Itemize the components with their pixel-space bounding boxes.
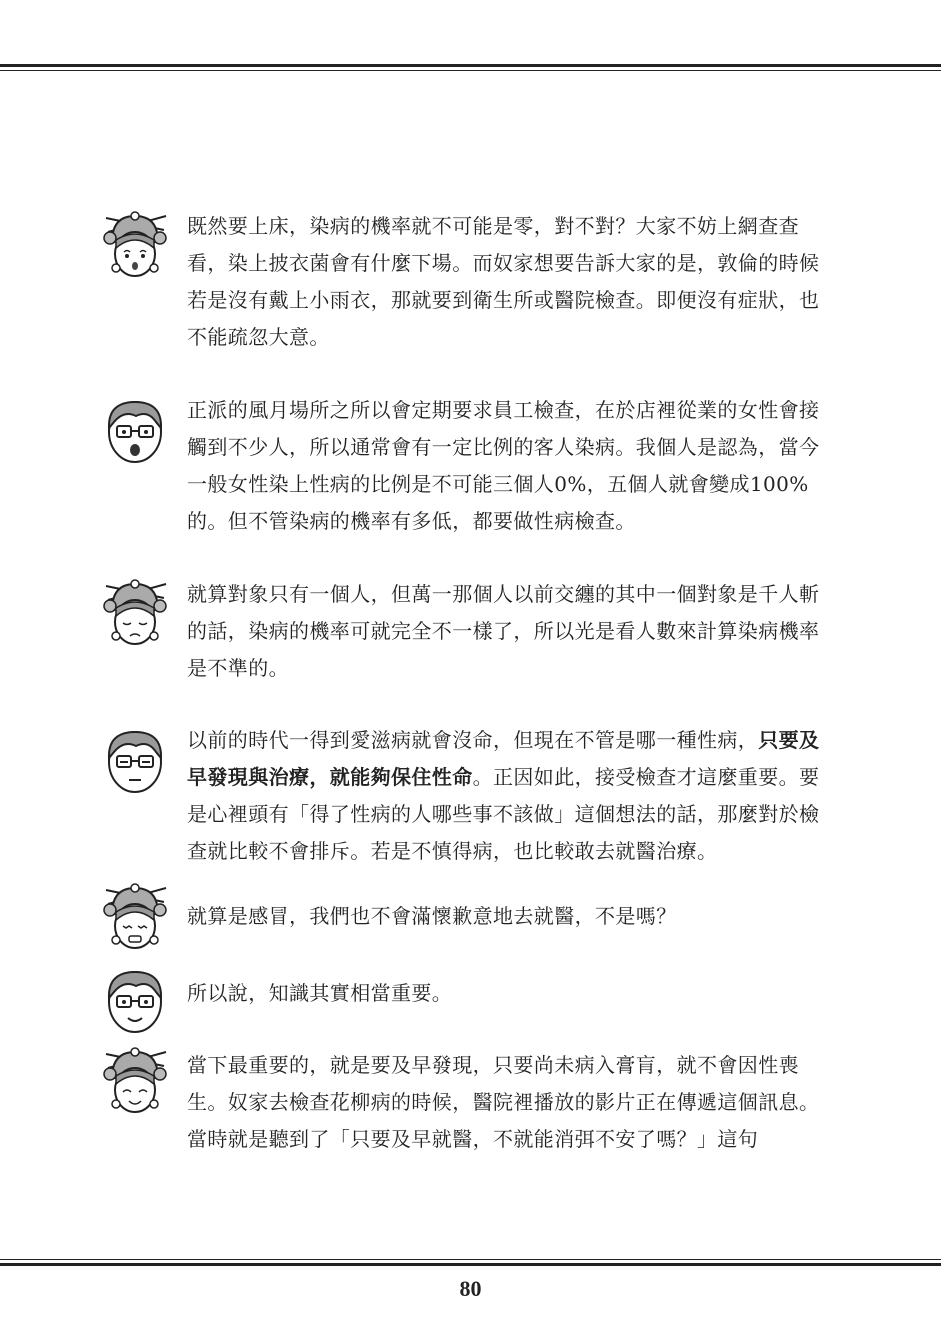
man-glasses-surprised-icon (98, 392, 172, 466)
geisha-girl-sad-icon (98, 576, 172, 650)
paragraph: 就算是感冒，我們也不會滿懷歉意地去就醫，不是嗎？ (187, 904, 677, 928)
paragraph: 所以說，知識其實相當重要。 (187, 981, 453, 1005)
paragraph: 正派的風月場所之所以會定期要求員工檢查，在於店裡從業的女性會接觸到不少人，所以通常會有一定比例的客人染病。我個人是認為，當今一般女性染上性病的比例是不可能三個人0%，五個人就會變成100%的。但不管染病的機率有多低，都要做性病檢查。 (187, 398, 820, 533)
man-glasses-smile-icon (98, 962, 172, 1036)
header-rule (0, 64, 941, 71)
paragraph: 當下最重要的，就是要及早發現，只要尚未病入膏肓，就不會因性喪生。奴家去檢查花柳病的時候，醫院裡播放的影片正在傳遞這個訊息。當時就是聽到了「只要及早就醫，不就能消弭不安了嗎？」這句 (187, 1053, 820, 1151)
paragraph: 就算對象只有一個人，但萬一那個人以前交纏的其中一個對象是千人斬的話，染病的機率可就完全不一樣了，所以光是看人數來計算染病機率是不準的。 (187, 582, 820, 680)
geisha-girl-nervous-icon (98, 880, 172, 954)
page-number: 80 (459, 1276, 482, 1301)
paragraph (187, 722, 827, 870)
footer-rule (0, 1259, 941, 1266)
paragraph-text: 。正因如此，接受檢查才這麼重要。要是心裡頭有「得了性病的人哪些事不該做」這個想法的話，那麼對於檢查就比較不會排斥。若是不慎得病，也比較敢去就醫治療。 (187, 765, 820, 863)
man-glasses-calm-icon (98, 722, 172, 796)
geisha-girl-worried-icon (98, 208, 172, 282)
paragraph: 既然要上床，染病的機率就不可能是零，對不對？大家不妨上網查查看，染上披衣菌會有什麼下場。而奴家想要告訴大家的是，敦倫的時候若是沒有戴上小雨衣，那就要到衛生所或醫院檢查。即便沒有症狀，也不能疏忽大意。 (187, 214, 820, 349)
emphasis-text: 只要及早發現與治療，就能夠保住性命 (187, 728, 820, 789)
geisha-girl-happy-icon (98, 1044, 172, 1118)
paragraph-text: 以前的時代一得到愛滋病就會沒命，但現在不管是哪一種性病， (187, 728, 759, 752)
